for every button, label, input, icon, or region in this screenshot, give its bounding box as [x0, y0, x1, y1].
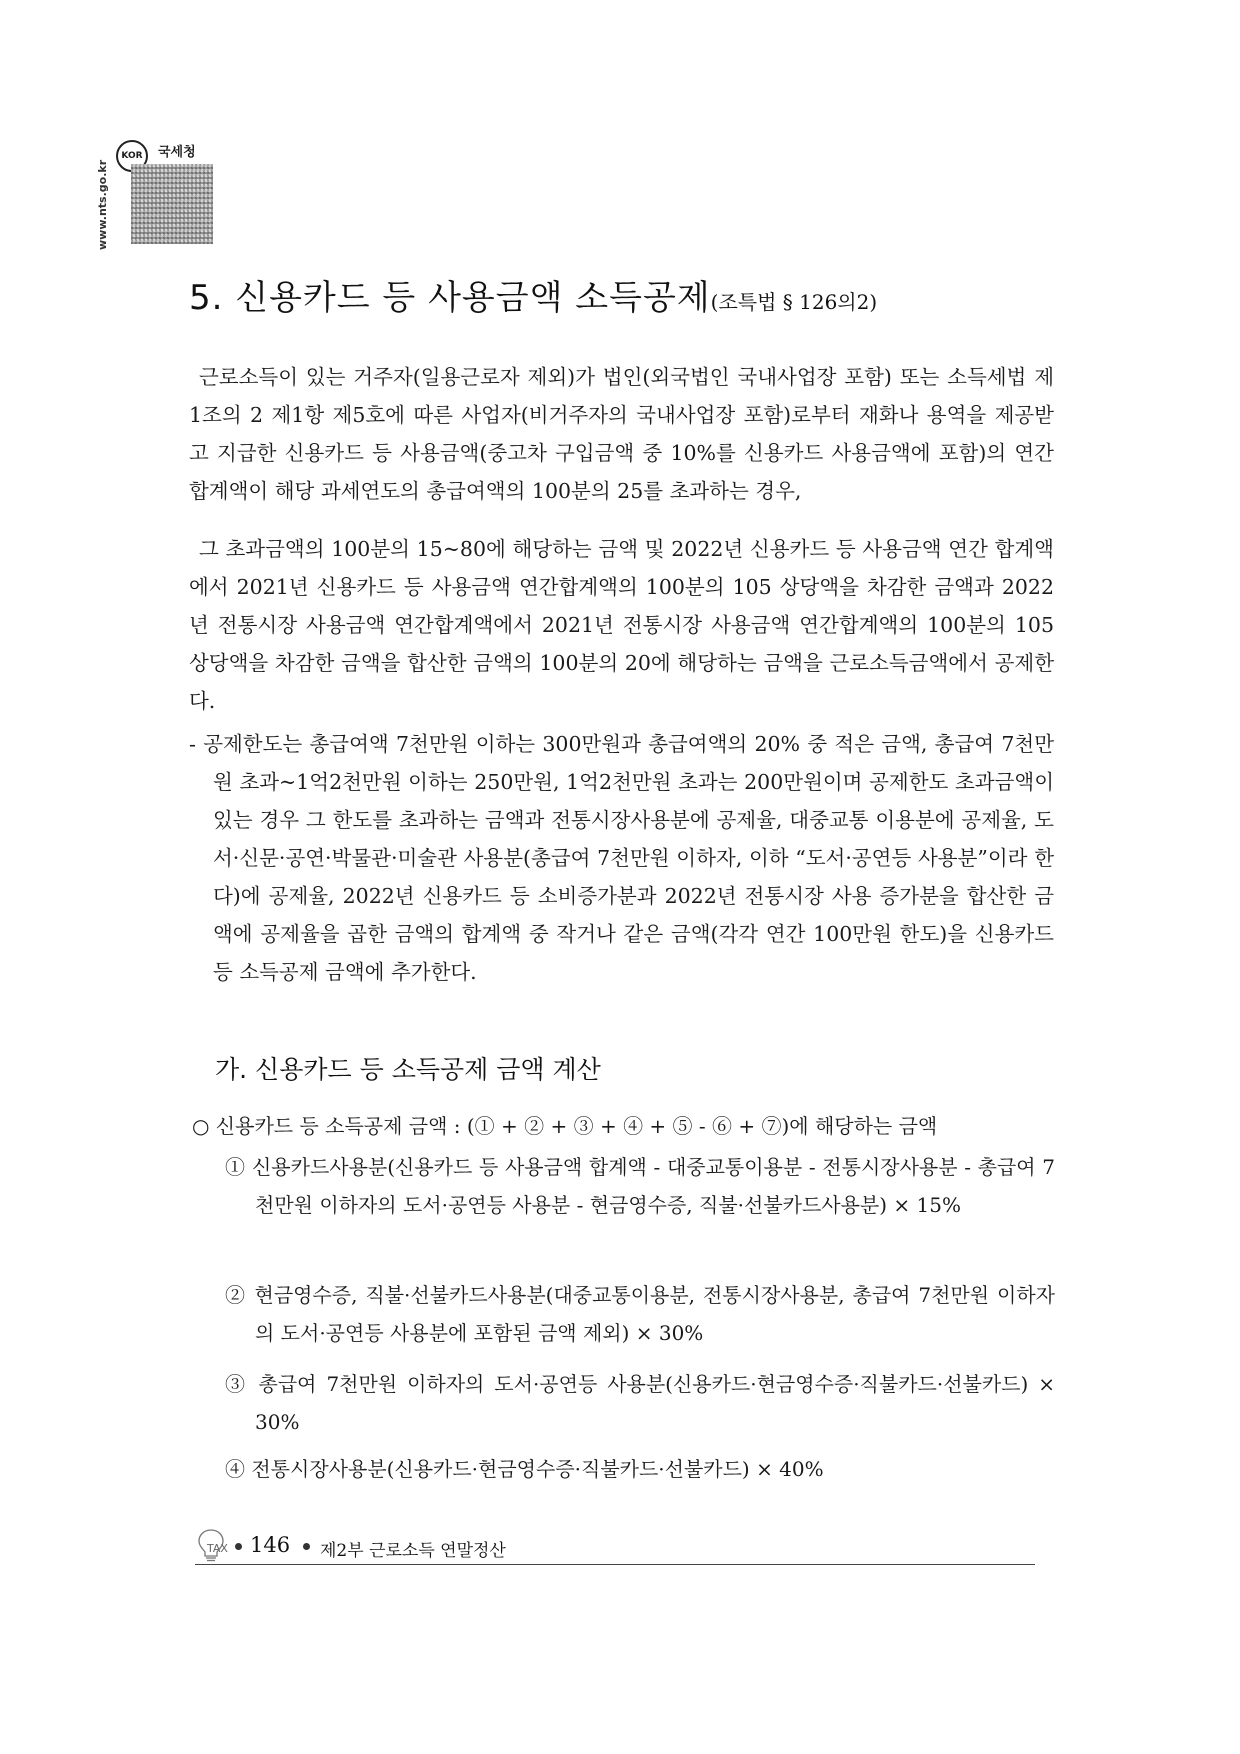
formula-item-3: ③ 총급여 7천만원 이하자의 도서·공연등 사용분(신용카드·현금영수증·직불카드·선불카드) × 30%	[225, 1372, 1055, 1434]
formula-item-2: ② 현금영수증, 직불·선불카드사용분(대중교통이용분, 전통시장사용분, 총급여 7천만원 이하자의 도서·공연등 사용분에 포함된 금액 제외) × 30%	[225, 1283, 1055, 1345]
law-reference: (조특법 § 126의2)	[710, 290, 878, 314]
page-number: 146	[250, 1533, 291, 1557]
bullet-dot	[303, 1543, 310, 1550]
nts-org-name: 국세청	[158, 145, 196, 160]
formula-item-4: ④ 전통시장사용분(신용카드·현금영수증·직불카드·선불카드) × 40%	[225, 1457, 824, 1481]
deduction-limit-item: - 공제한도는 총급여액 7천만원 이하는 300만원과 총급여액의 20% 중 적은 금액, 총급여 7천만원 초과~1억2천만원 이하는 250만원, 1억2천만원 초과는 200만원이며 공제한도 초과금액이 있는 경우 그 한도를 초과하는 금액과 전통시장사용분에 공제율, 대중교통 이용분에 공제율, 도서·신문·공연·박물관·미술관 사용분(총급여 7천만원 이하자, 이하 “도서·공연등 사용분”이라 한다)에 공제율, 2022년 신용카드 등 소비증가분과 2022년 전통시장 사용 증가분을 합산한 금액에 공제율을 곱한 금액의 합계액 중 작거나 같은 금액(각각 연간 100만원 한도)을 신용카드 등 소득공제 금액에 추가한다.	[189, 732, 1054, 984]
page-footer	[195, 1528, 1035, 1565]
section-title	[189, 270, 877, 319]
site-url: www.nts.go.kr	[96, 159, 109, 250]
part-title: 제2부 근로소득 연말정산	[320, 1541, 506, 1561]
tax-label: TAX	[207, 1542, 228, 1555]
body-paragraph-2: 그 초과금액의 100분의 15~80에 해당하는 금액 및 2022년 신용카드 등 사용금액 연간 합계액에서 2021년 신용카드 등 사용금액 연간합계액의 100분의 105 상당액을 차감한 금액과 2022년 전통시장 사용금액 연간합계액에서 2021년 전통시장 사용금액 연간합계액의 100분의 105 상당액을 차감한 금액을 합산한 금액의 100분의 20에 해당하는 금액을 근로소득금액에서 공제한다.	[189, 537, 1054, 713]
kor-badge: KOR	[116, 140, 148, 172]
bullet-dot	[235, 1543, 242, 1550]
body-paragraph-1: 근로소득이 있는 거주자(일용근로자 제외)가 법인(외국법인 국내사업장 포함) 또는 소득세법 제1조의 2 제1항 제5호에 따른 사업자(비거주자의 국내사업장 포함)로부터 재화나 용역을 제공받고 지급한 신용카드 등 사용금액(중고차 구입금액 중 10%를 신용카드 사용금액에 포함)의 연간 합계액이 해당 과세연도의 총급여액의 100분의 25를 초과하는 경우,	[189, 365, 1054, 503]
deduction-formula: ○ 신용카드 등 소득공제 금액 : (① + ② + ③ + ④ + ⑤ - ⑥ + ⑦)에 해당하는 금액	[192, 1114, 938, 1138]
formula-item-1: ① 신용카드사용분(신용카드 등 사용금액 합계액 - 대중교통이용분 - 전통시장사용분 - 총급여 7천만원 이하자의 도서·공연등 사용분 - 현금영수증, 직불·선불카드사용분) × 15%	[225, 1155, 1055, 1217]
subsection-title: 가. 신용카드 등 소득공제 금액 계산	[215, 1055, 601, 1084]
section-title-text: 5. 신용카드 등 사용금액 소득공제	[189, 278, 711, 318]
